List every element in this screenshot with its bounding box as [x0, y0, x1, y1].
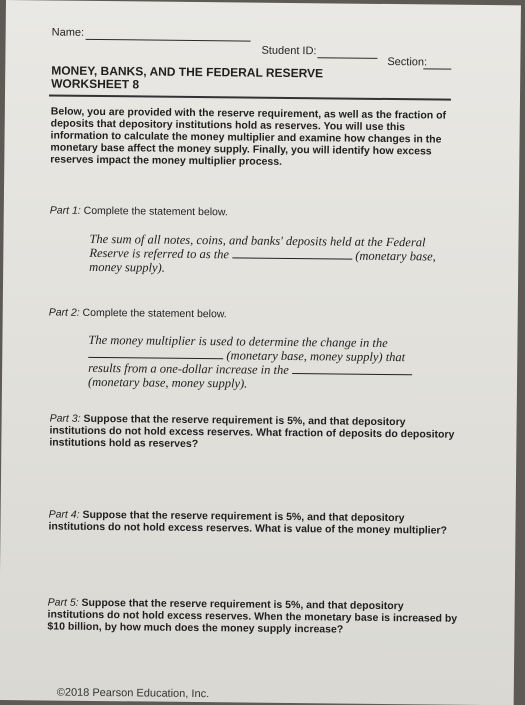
part5-label: Part 5: — [47, 596, 79, 609]
part2-statement-a: The money multiplier is used to determine the change in the — [88, 332, 388, 351]
part1-statement — [89, 232, 439, 278]
part1-blank[interactable] — [232, 257, 352, 259]
student-id-line — [317, 57, 377, 59]
section-label: Section: — [387, 55, 428, 69]
part2-statement-b: (monetary base, money supply) that results from a one-dollar increase in the — [88, 348, 406, 377]
part2-blank-2[interactable] — [292, 373, 412, 375]
section-line — [423, 68, 451, 69]
part2-heading — [49, 306, 459, 322]
worksheet-title — [51, 64, 351, 93]
part1-statement-a: The sum of all notes, coins, and banks' deposits held at the Federal Reserve is referred to as the — [89, 231, 426, 262]
title-line-1: MONEY, BANKS, AND THE FEDERAL RESERVE — [51, 63, 324, 81]
part2-blank-1[interactable] — [88, 357, 223, 359]
name-label: Name: — [51, 26, 85, 39]
copyright-footer: ©2018 Pearson Education, Inc. — [56, 686, 210, 701]
student-id-label: Student ID: — [261, 44, 317, 58]
title-line-2: WORKSHEET 8 — [51, 76, 140, 92]
part4-question — [48, 508, 458, 536]
part3-question — [49, 412, 459, 452]
part1-instruction: Complete the statement below. — [83, 204, 228, 219]
part2-statement — [88, 333, 439, 393]
part1-label: Part 1: — [49, 204, 81, 217]
part5-text: Suppose that the reserve requirement is 5%, and that depository institutions do not hold excess reserves. When the monetary base is increased by $10 billion, by how much does the money supply increase? — [47, 596, 458, 636]
part1-statement-b: (monetary base, money supply). — [89, 248, 436, 275]
part4-label: Part 4: — [48, 508, 80, 521]
part4-text: Suppose that the reserve requirement is 5%, and that depository institutions do not hold excess reserves. What is value of the money multiplier? — [48, 508, 448, 537]
title-divider — [49, 94, 451, 100]
intro-paragraph: Below, you are provided with the reserve requirement, as well as the fraction of deposits that depository institutions hold as reserves. You will use this information to calculate the money multiplier and examine how changes in the monetary base affect the money supply. Finally, you will identify how excess reserves impact the money multiplier process. — [50, 105, 447, 168]
part5-question — [47, 596, 457, 636]
part1-heading — [50, 204, 460, 220]
part3-label: Part 3: — [49, 412, 81, 425]
part3-text: Suppose that the reserve requirement is 5%, and that depository institutions do not hold excess reserves. What fraction of deposits do depository institutions hold as reserves? — [49, 412, 455, 451]
part2-instruction: Complete the statement below. — [82, 306, 227, 321]
name-line — [86, 39, 251, 42]
part2-statement-c: (monetary base, money supply). — [87, 374, 248, 391]
part2-label: Part 2: — [48, 306, 80, 319]
